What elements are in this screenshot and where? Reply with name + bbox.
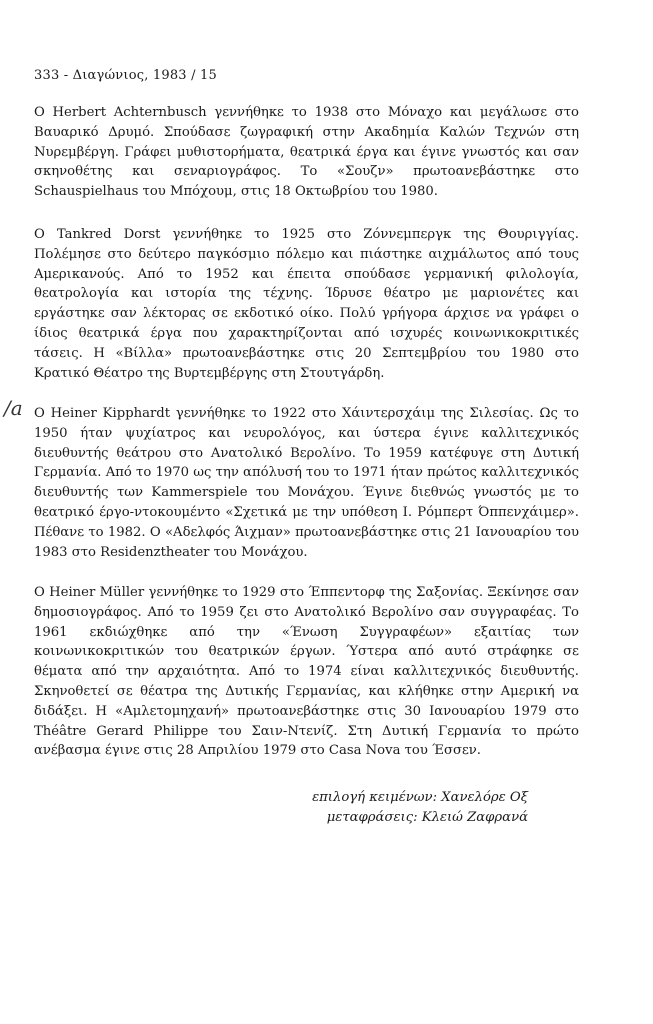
credits-block bbox=[312, 788, 528, 828]
page-header: 333 - Διαγώνιος, 1983 / 15 bbox=[34, 68, 217, 83]
credit-selection: επιλογή κειμένων: Χανελόρε Οξ bbox=[312, 790, 528, 805]
paragraph-achternbusch: Ο Herbert Achternbusch γεννήθηκε το 1938 στο Μόναχο και μεγάλωσε στο Βαυαρικό Δρυμό. Σπούδασε ζωγραφική στην Ακαδημία Καλών Τεχνών στη Νυρεμβέργη. Γράφει μυθιστορήματα, θεατρικά έργα και έγινε γνωστός και σαν σκηνοθέτης και σεναριογράφος. Το «Σουζν» πρωτοανεβάστηκε στο Schauspielhaus του Μπόχουμ, στις 18 Οκτωβρίου του 1980. bbox=[34, 105, 579, 200]
credit-translation: μεταφράσεις: Κλειώ Ζαφρανά bbox=[326, 810, 528, 825]
paragraph-kipphardt: Ο Heiner Kipphardt γεννήθηκε το 1922 στο Χάιντερσχάιμ της Σιλεσίας. Ως το 1950 ήταν ψυχίατρος και νευρολόγος, και ύστερα έγινε καλλιτεχνικός διευθυντής θεάτρου στο Ανατολικό Βερολίνο. Το 1959 κατέφυγε στη Δυτική Γερμανία. Από το 1970 ως την απόλυσή του το 1971 ήταν πρώτος καλλιτεχνικός διευθυντής των Kammerspiele του Μονάχου. Έγινε διεθνώς γνωστός με το θεατρικό έργο-ντοκουμέντο «Σχετικά με την υπόθεση Ι. Ρόμπερτ Όππενχάιμερ». Πέθανε το 1982. Ο «Αδελφός Άιχμαν» πρωτοανεβάστηκε στις 21 Ιανουαρίου του 1983 στο Residenztheater του Μονάχου. bbox=[34, 406, 579, 560]
handwritten-margin-note: /a bbox=[4, 396, 23, 420]
paragraph-muller: Ο Heiner Müller γεννήθηκε το 1929 στο Έππεντορφ της Σαξονίας. Ξεκίνησε σαν δημοσιογράφος. Από το 1959 ζει στο Ανατολικό Βερολίνο σαν συγγραφέας. Το 1961 εκδιώχθηκε από την «Ένωση Συγγραφέων» εξαιτίας των κοινωνικοκριτικών του θεατρικών έργων. Ύστερα από αυτό στράφηκε σε θέματα από την αρχαιότητα. Από το 1974 είναι καλλιτεχνικός διευθυντής. Σκηνοθετεί σε θέατρα της Δυτικής Γερμανίας, και κλήθηκε στην Αμερική να διδάξει. Η «Αμλετομηχανή» πρωτοανεβάστηκε στις 30 Ιανουαρίου 1979 στο Théâtre Gerard Philippe του Σαιν-Ντενίζ. Στη Δυτική Γερμανία το πρώτο ανέβασμα έγινε στις 28 Απριλίου 1979 στο Casa Nova του Έσσεν. bbox=[34, 585, 579, 759]
paragraph-dorst: Ο Tankred Dorst γεννήθηκε το 1925 στο Ζόννεμπεργκ της Θουριγγίας. Πολέμησε στο δεύτερο παγκόσμιο πόλεμο και πιάστηκε αιχμάλωτος από τους Αμερικανούς. Από το 1952 και έπειτα σπούδασε γερμανική φιλολογία, θεατρολογία και ιστορία της τέχνης. Ίδρυσε θέατρο με μαριονέτες και εργάστηκε σαν λέκτορας σε εκδοτικό οίκο. Πολύ γρήγορα άρχισε να γράφει ο ίδιος θεατρικά έργα που χαρακτηρίζονται από ισχυρές κοινωνικοκριτικές τάσεις. Η «Βίλλα» πρωτοανεβάστηκε στις 20 Σεπτεμβρίου του 1980 στο Κρατικό Θέατρο της Βυρτεμβέργης στη Στουτγάρδη. bbox=[34, 227, 579, 381]
